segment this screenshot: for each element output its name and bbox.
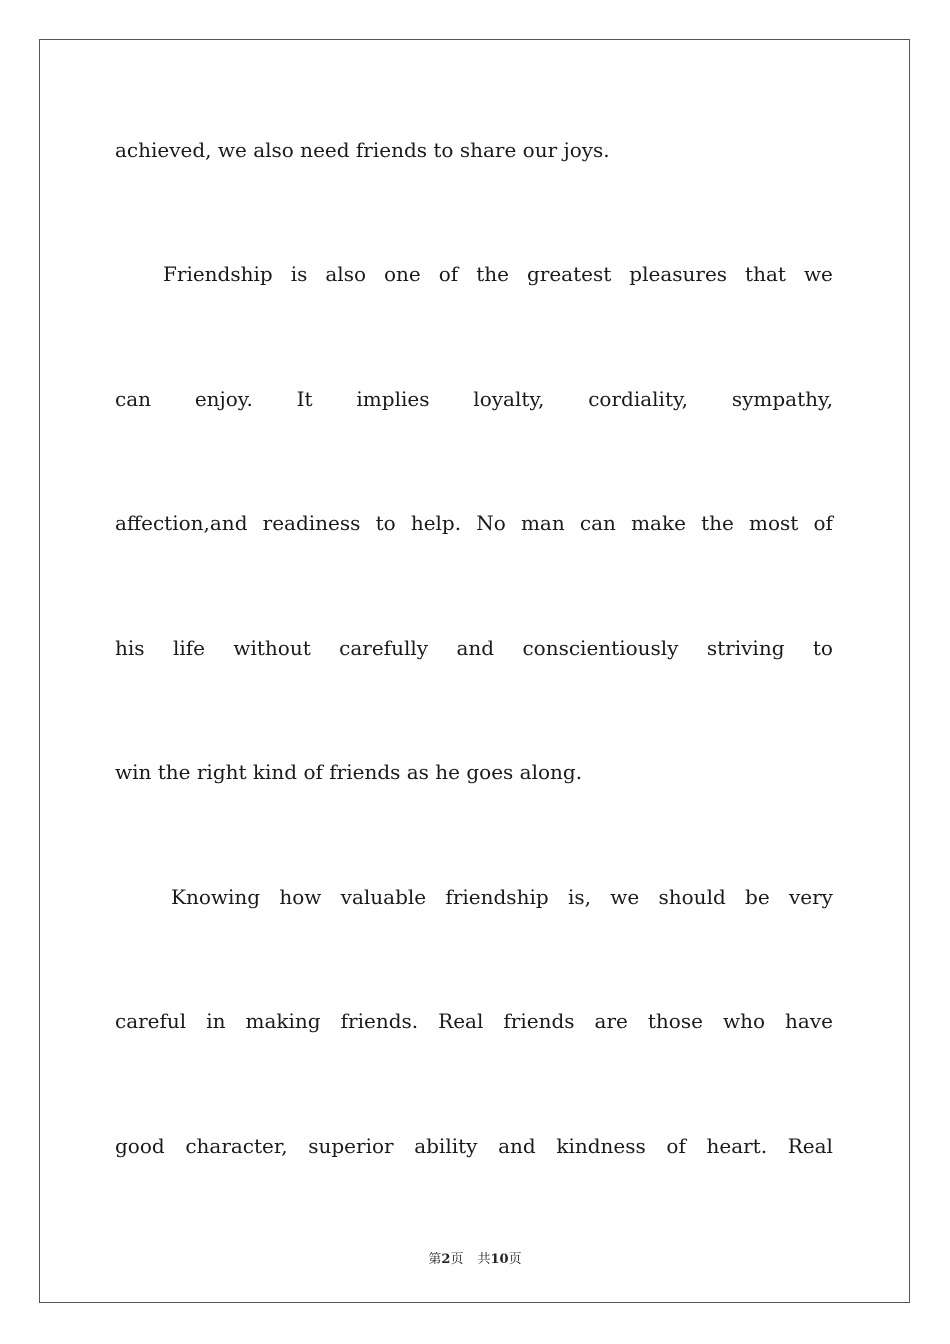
paragraph-line [115,636,833,660]
word: heart. [706,1134,768,1158]
word: most [748,511,799,535]
total-pages: 10 [490,1252,509,1267]
word: of [666,1134,686,1158]
paragraph-line [163,262,833,286]
word: we [803,262,833,286]
word: life [172,636,205,660]
word: character, [185,1134,288,1158]
word: the [701,511,734,535]
page-prefix: 第 [428,1252,442,1267]
word: friends [503,1009,575,1033]
total-prefix: 共 [477,1252,491,1267]
word: enjoy. [194,387,253,411]
paragraph-line [115,387,833,411]
word: No [476,511,506,535]
word: help. [410,511,462,535]
word: how [279,885,322,909]
word: carefully [339,636,429,660]
word: greatest [526,262,612,286]
word: the [476,262,509,286]
word: can [579,511,616,535]
word: without [233,636,311,660]
word: superior [308,1134,394,1158]
word: Friendship [163,262,273,286]
word: kindness [556,1134,646,1158]
paragraph-line [115,511,833,535]
word: man [520,511,565,535]
word: we [610,885,640,909]
word: should [658,885,726,909]
word: friends. [340,1009,419,1033]
page-border [39,39,910,1303]
word: affection,and [115,511,248,535]
word: also [325,262,366,286]
paragraph-line [115,1009,833,1033]
word: to [812,636,833,660]
word: implies [356,387,430,411]
word: cordiality, [588,387,688,411]
word: It [296,387,313,411]
word: is [290,262,308,286]
word: be [745,885,770,909]
word: who [722,1009,766,1033]
paragraph-line: achieved, we also need friends to share our joys. [115,138,610,162]
word: in [206,1009,226,1033]
word: pleasures [629,262,728,286]
word: striving [706,636,785,660]
word: ability [414,1134,478,1158]
word: of [438,262,459,286]
word: those [647,1009,703,1033]
page-footer [0,1248,950,1267]
paragraph-line: win the right kind of friends as he goes along. [115,760,583,784]
page-number: 2 [441,1252,451,1267]
word: can [115,387,152,411]
total-suffix: 页 [508,1252,522,1267]
word: loyalty, [473,387,545,411]
word: conscientiously [522,636,679,660]
word: of [813,511,833,535]
word: his [115,636,145,660]
word: is, [567,885,591,909]
paragraph-line [171,885,833,909]
word: friendship [445,885,549,909]
word: and [456,636,495,660]
word: one [384,262,421,286]
word: have [785,1009,833,1033]
word: careful [115,1009,187,1033]
word: valuable [340,885,427,909]
word: make [631,511,686,535]
word: Knowing [171,885,261,909]
word: readiness [262,511,361,535]
word: Real [438,1009,484,1033]
word: and [498,1134,536,1158]
word: are [594,1009,628,1033]
paragraph-line [115,1134,833,1158]
word: good [115,1134,165,1158]
word: very [788,885,833,909]
word: that [745,262,786,286]
word: making [245,1009,321,1033]
word: sympathy, [731,387,833,411]
page-suffix: 页 [450,1252,464,1267]
word: to [375,511,396,535]
word: Real [787,1134,833,1158]
